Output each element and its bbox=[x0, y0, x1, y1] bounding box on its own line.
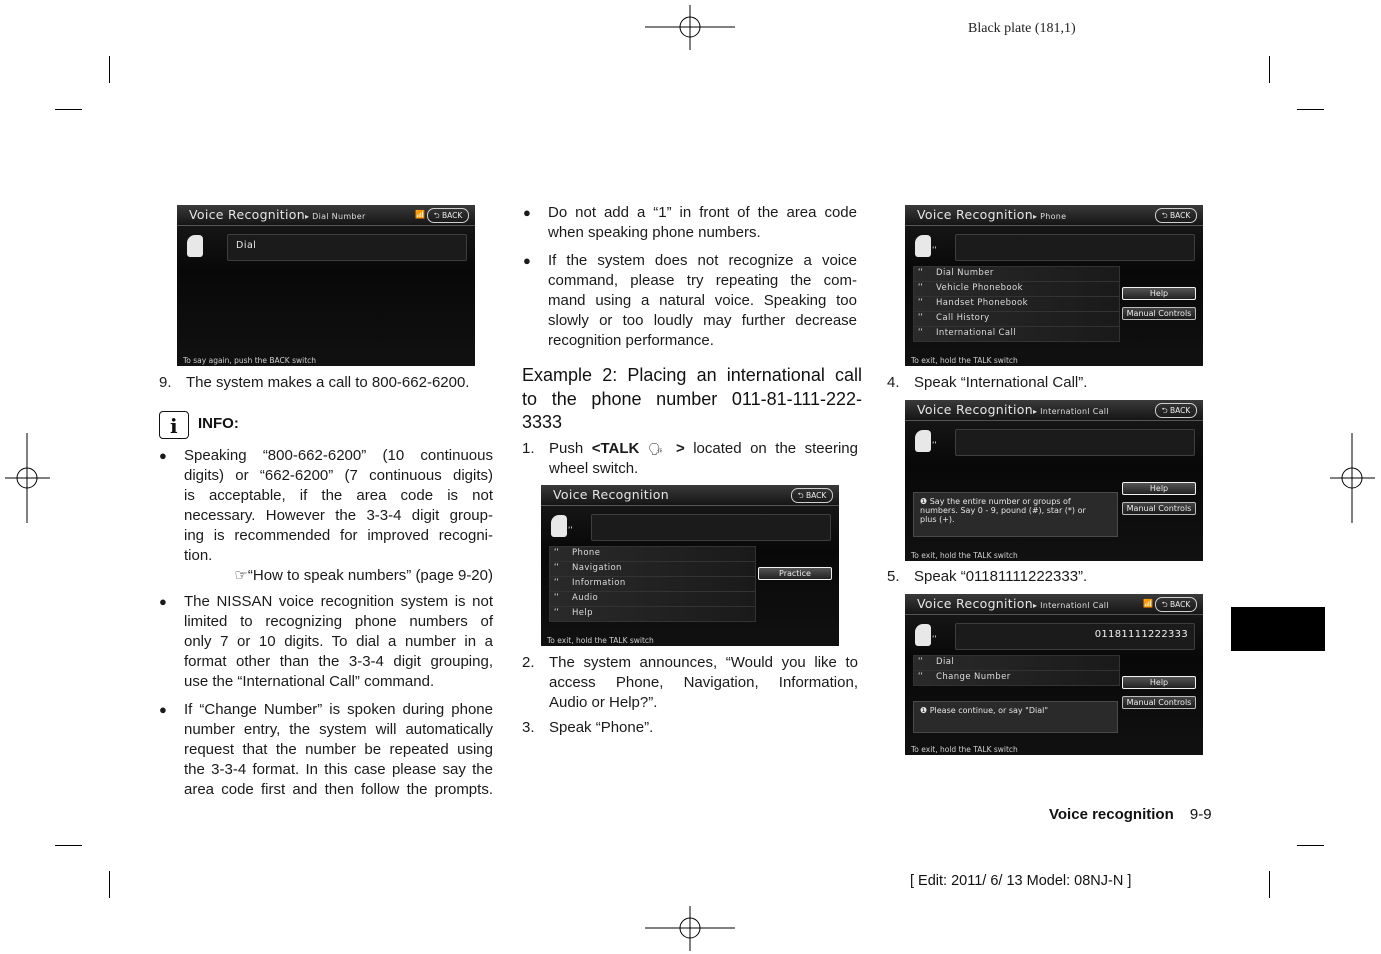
menu-item-vehicle-phonebook[interactable]: ʹʹ Vehicle Phonebook bbox=[913, 281, 1120, 297]
text-line: tion. bbox=[184, 547, 213, 564]
instruction-line: ❶ Say the entire number or groups of bbox=[920, 497, 1071, 506]
page-footer bbox=[1049, 806, 1212, 823]
menu-item-phone[interactable]: ʹʹ Phone bbox=[549, 546, 756, 562]
step-text: The system makes a call to 800-662-6200. bbox=[186, 374, 470, 391]
recognized-field bbox=[955, 234, 1195, 261]
dialed-number: 01181111222333 bbox=[1094, 629, 1188, 640]
text-line: recognition performance. bbox=[548, 332, 714, 349]
voice-head-icon: ʹʹ bbox=[915, 235, 937, 259]
signal-icon: 📶 bbox=[415, 210, 425, 219]
menu-item-help[interactable]: ʹʹ Help bbox=[549, 606, 756, 622]
text-line: number entry, the system will automatically bbox=[184, 721, 493, 738]
bullet-icon: ● bbox=[159, 594, 167, 609]
screen-title: Voice Recognition bbox=[917, 402, 1033, 417]
text-line: only 7 or 10 digits. To dial a number in a bbox=[184, 633, 493, 650]
text-line: Do not add a “1” in front of the area code bbox=[548, 204, 857, 221]
example-heading bbox=[522, 364, 862, 435]
screen-title-bar bbox=[905, 205, 1203, 226]
manual-controls-button[interactable]: Manual Controls bbox=[1122, 307, 1196, 320]
crop-mark bbox=[1269, 56, 1270, 83]
menu-item-audio[interactable]: ʹʹ Audio bbox=[549, 591, 756, 607]
bullet-icon: ● bbox=[523, 205, 531, 220]
text-line: limited to recognizing phone numbers of bbox=[184, 613, 493, 630]
screen-main-menu bbox=[541, 485, 839, 646]
menu-item-navigation[interactable]: ʹʹ Navigation bbox=[549, 561, 756, 577]
instruction-box bbox=[913, 701, 1118, 733]
recognized-field bbox=[591, 514, 831, 541]
section-tab bbox=[1231, 607, 1325, 651]
screen-international-call bbox=[905, 400, 1203, 561]
reference-text: “How to speak numbers” (page 9-20) bbox=[247, 567, 493, 584]
heading-line: to the phone number 011-81-111-222- bbox=[522, 388, 862, 409]
text-line: mand using a natural voice. Speaking too bbox=[548, 292, 857, 309]
step-number: 3. bbox=[522, 719, 535, 736]
registration-mark-top bbox=[645, 5, 735, 50]
menu-item-information[interactable]: ʹʹ Information bbox=[549, 576, 756, 592]
screen-title-bar bbox=[905, 400, 1203, 421]
menu-item-dial-number[interactable]: ʹʹ Dial Number bbox=[913, 266, 1120, 282]
text-line: use the “International Call” command. bbox=[184, 673, 435, 690]
heading-line: Example 2: Placing an international call bbox=[522, 365, 862, 385]
manual-controls-button[interactable]: Manual Controls bbox=[1122, 696, 1196, 709]
step-number: 1. bbox=[522, 440, 535, 457]
text-line: Push <TALK 🗣 > located on the steering bbox=[549, 440, 858, 457]
step-text: Speak “01181111222333”. bbox=[914, 568, 1088, 585]
heading-line: 3333 bbox=[522, 412, 563, 432]
info-icon: i bbox=[159, 411, 189, 439]
screen-footer: To exit, hold the TALK switch bbox=[911, 551, 1018, 560]
page-number: 9-9 bbox=[1189, 806, 1212, 823]
step-number: 4. bbox=[887, 374, 900, 391]
signal-icon: 📶 bbox=[1143, 599, 1153, 608]
step-text: Speak “Phone”. bbox=[549, 719, 654, 736]
text-line: The NISSAN voice recognition system is not bbox=[184, 593, 493, 610]
crop-mark bbox=[55, 845, 82, 846]
screen-title: Voice Recognition bbox=[917, 596, 1033, 611]
text-line: digits) or “662-6200” (7 continuous digits) bbox=[184, 467, 493, 484]
back-button[interactable]: ⮌ BACK bbox=[1155, 597, 1197, 612]
recognized-field bbox=[227, 234, 467, 261]
screen-subtitle: ▸ Phone bbox=[1032, 212, 1067, 221]
screen-title: Voice Recognition bbox=[917, 207, 1033, 222]
practice-button[interactable]: Practice bbox=[758, 567, 832, 580]
menu-item-call-history[interactable]: ʹʹ Call History bbox=[913, 311, 1120, 327]
instruction-line: numbers. Say 0 - 9, pound (#), star (*) or bbox=[920, 506, 1086, 515]
registration-mark-right bbox=[1330, 433, 1375, 523]
text-line: format other than the 3-3-4 digit grouping, bbox=[184, 653, 493, 670]
menu-item-change-number[interactable]: ʹʹ Change Number bbox=[913, 670, 1120, 686]
voice-head-icon: ʹʹ bbox=[915, 430, 937, 454]
crop-mark bbox=[109, 871, 110, 898]
text-line: wheel switch. bbox=[549, 460, 639, 477]
bullet-icon: ● bbox=[523, 253, 531, 268]
screen-phone bbox=[905, 205, 1203, 366]
crop-mark bbox=[55, 109, 82, 110]
registration-mark-bottom bbox=[645, 906, 735, 951]
voice-head-icon: ʹʹ bbox=[551, 515, 573, 539]
number-field bbox=[955, 623, 1195, 650]
screen-title-bar bbox=[541, 485, 839, 506]
screen-title-bar bbox=[177, 205, 475, 226]
crop-mark bbox=[109, 56, 110, 83]
text-line: The system announces, “Would you like to bbox=[549, 654, 858, 671]
text-line: is acceptable, if the area code is not bbox=[184, 487, 493, 504]
page-reference[interactable] bbox=[184, 566, 493, 586]
back-button[interactable]: ⮌ BACK bbox=[791, 488, 833, 503]
text-line: the 3-3-4 format. In this case please say the bbox=[184, 761, 493, 778]
talk-switch-label: <TALK bbox=[591, 440, 640, 457]
crop-mark bbox=[1297, 109, 1324, 110]
info-heading: INFO: bbox=[198, 415, 239, 432]
text-line: Speaking “800-662-6200” (10 continuous bbox=[184, 447, 493, 464]
registration-mark-left bbox=[5, 433, 50, 523]
menu-item-handset-phonebook[interactable]: ʹʹ Handset Phonebook bbox=[913, 296, 1120, 312]
edit-info: [ Edit: 2011/ 6/ 13 Model: 08NJ-N ] bbox=[910, 873, 1132, 889]
back-button[interactable]: ⮌ BACK bbox=[427, 208, 469, 223]
text-line: If “Change Number” is spoken during phone bbox=[184, 701, 493, 718]
step-number: 2. bbox=[522, 654, 535, 671]
crop-mark bbox=[1297, 845, 1324, 846]
screen-dial-number bbox=[177, 205, 475, 366]
screen-footer: To say again, push the BACK switch bbox=[183, 356, 317, 365]
text-line: when speaking phone numbers. bbox=[548, 224, 761, 241]
crop-mark bbox=[1269, 871, 1270, 898]
text-line: If the system does not recognize a voice bbox=[548, 252, 857, 269]
recognized-field bbox=[955, 429, 1195, 456]
bullet-icon: ● bbox=[159, 448, 167, 463]
screen-title: Voice Recognition bbox=[553, 487, 669, 502]
voice-head-icon bbox=[187, 235, 209, 259]
screen-title-bar bbox=[905, 594, 1203, 615]
bullet-icon: ● bbox=[159, 702, 167, 717]
text-line: Audio or Help?”. bbox=[549, 694, 658, 711]
back-button[interactable]: ⮌ BACK bbox=[1155, 208, 1197, 223]
text-line: access Phone, Navigation, Information, bbox=[549, 674, 858, 691]
back-button[interactable]: ⮌ BACK bbox=[1155, 403, 1197, 418]
help-button[interactable]: Help bbox=[1122, 482, 1196, 495]
step-text: Speak “International Call”. bbox=[914, 374, 1088, 391]
section-name: Voice recognition bbox=[1049, 806, 1174, 823]
menu-item-dial[interactable]: ʹʹ Dial bbox=[913, 655, 1120, 671]
screen-title: Voice Recognition bbox=[189, 207, 305, 222]
screen-subtitle: ▸ Internationl Call bbox=[1032, 407, 1109, 416]
voice-head-icon: ʹʹ bbox=[915, 624, 937, 648]
screen-footer: To exit, hold the TALK switch bbox=[547, 636, 654, 645]
reference-icon: ☞ bbox=[234, 567, 248, 584]
step-number: 5. bbox=[887, 568, 900, 585]
screen-footer: To exit, hold the TALK switch bbox=[911, 356, 1018, 365]
field-text: Dial bbox=[236, 240, 257, 251]
text-line: necessary. However the 3-3-4 digit group- bbox=[184, 507, 493, 524]
plate-label: Black plate (181,1) bbox=[968, 21, 1076, 36]
help-button[interactable]: Help bbox=[1122, 676, 1196, 689]
text-line: ing is recommended for improved recogni- bbox=[184, 527, 493, 544]
text-line: area code first and then follow the prompts. bbox=[184, 781, 493, 798]
step-number: 9. bbox=[159, 374, 172, 391]
instruction-line: plus (+). bbox=[920, 515, 955, 524]
instruction-box bbox=[913, 492, 1118, 537]
text-line: request that the number be repeated using bbox=[184, 741, 493, 758]
screen-subtitle: ▸ Dial Number bbox=[304, 212, 366, 221]
talk-icon: 🗣 bbox=[647, 442, 668, 456]
screen-subtitle: ▸ Internationl Call bbox=[1032, 601, 1109, 610]
text-line: slowly or too loudly may further decrease bbox=[548, 312, 857, 329]
menu-item-international-call[interactable]: ʹʹ International Call bbox=[913, 326, 1120, 342]
screen-international-call-number bbox=[905, 594, 1203, 755]
manual-controls-button[interactable]: Manual Controls bbox=[1122, 502, 1196, 515]
instruction-line: ❶ Please continue, or say "Dial" bbox=[920, 706, 1049, 715]
screen-footer: To exit, hold the TALK switch bbox=[911, 745, 1018, 754]
help-button[interactable]: Help bbox=[1122, 287, 1196, 300]
text-line: command, please try repeating the com- bbox=[548, 272, 857, 289]
